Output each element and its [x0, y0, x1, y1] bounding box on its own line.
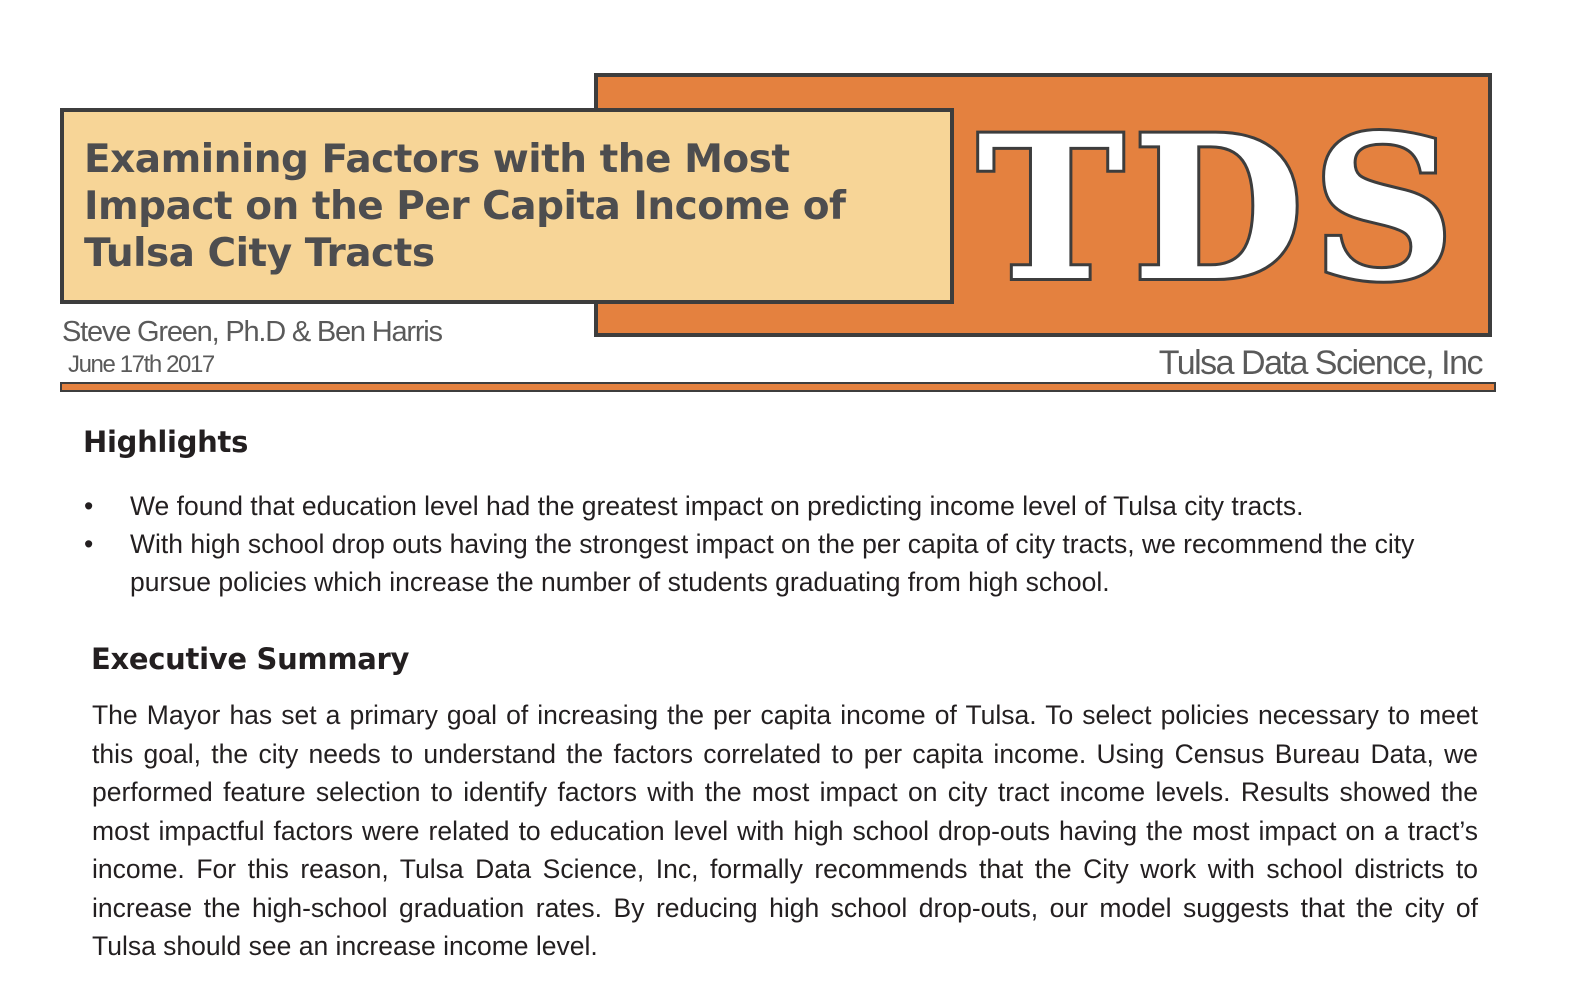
tds-logo [965, 100, 1475, 300]
highlights-list [80, 487, 1500, 601]
company-name: Tulsa Data Science, Inc [1158, 344, 1482, 382]
highlights-heading: Highlights [83, 425, 249, 459]
highlight-text: We found that education level had the greatest impact on predicting income level of Tulsa city tracts. [130, 491, 1304, 521]
header-divider [60, 382, 1496, 392]
list-item [80, 525, 1500, 601]
authors: Steve Green, Ph.D & Ben Harris [62, 316, 442, 348]
bullet-icon: • [84, 491, 94, 521]
list-item [80, 487, 1500, 525]
logo-lettering: TDS [976, 100, 1464, 300]
executive-summary-body: The Mayor has set a primary goal of increasing the per capita income of Tulsa. To select policies necessary to meet this goal, the city needs to understand the factors correlated to per capita income. Using Census Bureau Data, we performed feature selection to identify factors with the most impact on city tract income levels. Results showed the most impactful factors were related to education level with high school drop-outs having the most impact on a tract’s income. For this reason, Tulsa Data Science, Inc, formally recommends that the City work with school districts to increase the high-school graduation rates. By reducing high school drop-outs, our model suggests that the city of Tulsa should see an increase income level. [92, 700, 1478, 961]
highlight-text: With high school drop outs having the strongest impact on the per capita of city tracts, we recommend the city pursue policies which increase the number of students graduating from high school. [130, 529, 1415, 597]
executive-summary-heading: Executive Summary [91, 642, 410, 676]
bullet-icon: • [84, 529, 94, 559]
page-title: Examining Factors with the Most Impact on the Per Capita Income of Tulsa City Tracts [84, 137, 846, 276]
title-box [60, 108, 954, 304]
publication-date: June 17th 2017 [68, 351, 214, 378]
